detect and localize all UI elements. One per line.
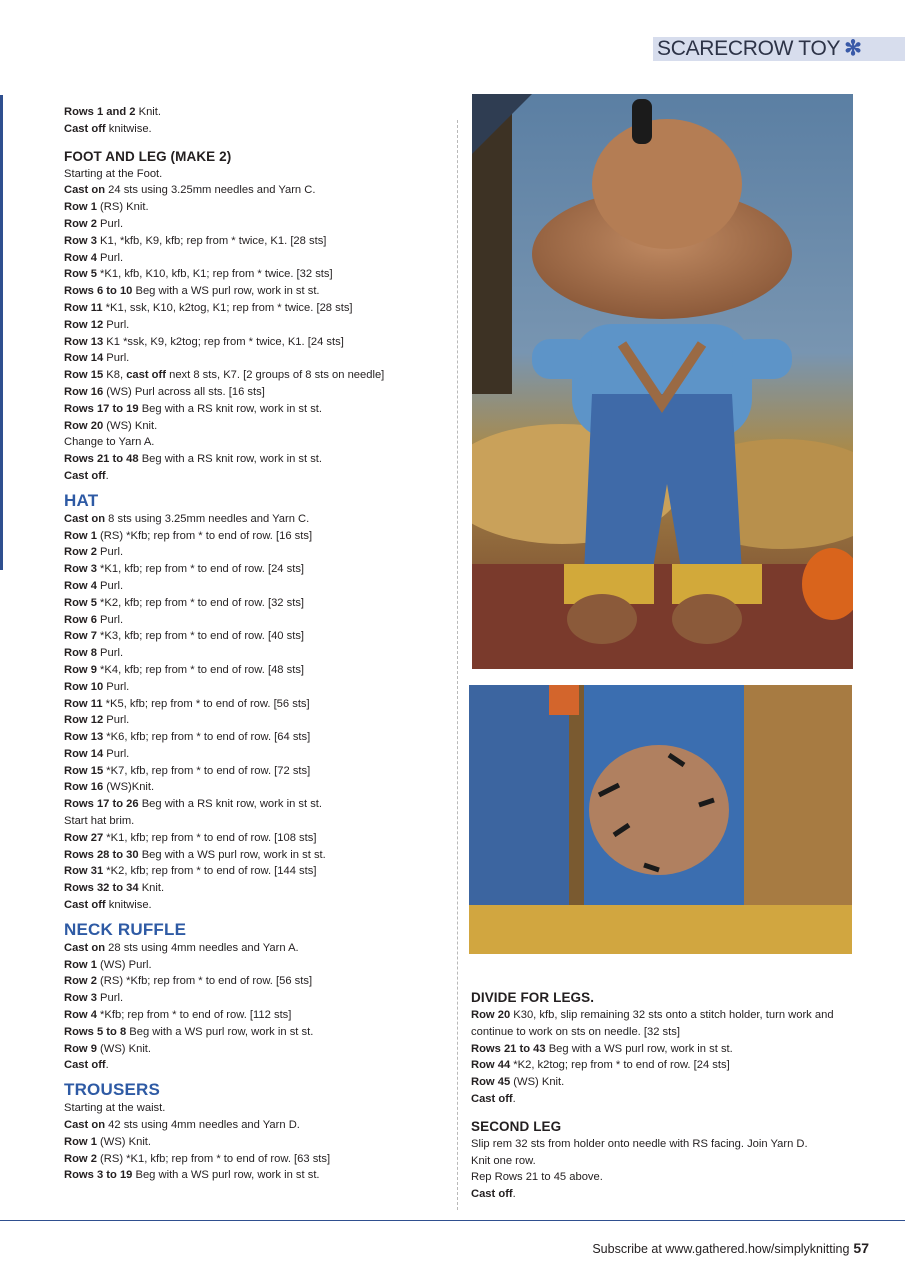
instruction-text: *K2, kfb; rep from * to end of row. [144 sts] — [103, 865, 317, 878]
instruction-label: Row 2 — [64, 975, 97, 988]
instruction-text: Starting at the Foot. — [64, 167, 163, 180]
instruction-text: K1 *ssk, K9, k2tog; rep from * twice, K1. [24 sts] — [103, 335, 344, 348]
instruction-line — [64, 216, 444, 233]
instruction-label: Row 1 — [64, 1135, 97, 1148]
instruction-text: Start hat brim. — [64, 815, 135, 828]
instruction-text: 24 sts using 3.25mm needles and Yarn C. — [105, 184, 316, 197]
instruction-label: Cast on — [64, 941, 106, 954]
instruction-line — [64, 384, 444, 401]
section-heading: HAT — [64, 490, 99, 510]
instruction-text: Slip rem 32 sts from holder onto needle with RS facing. Join Yarn D. — [471, 1137, 808, 1150]
instruction-text: (RS) Knit. — [96, 201, 149, 214]
instruction-line — [64, 544, 444, 561]
instruction-line — [64, 940, 444, 957]
instruction-label: Row 6 — [64, 613, 97, 626]
instruction-label: Cast off — [64, 122, 106, 135]
instruction-text: Beg with a WS purl row, work in st st. — [126, 1025, 314, 1038]
instruction-line — [64, 104, 444, 121]
instruction-line — [64, 334, 444, 351]
instruction-label: Cast off — [64, 899, 106, 912]
instruction-label: Cast off — [471, 1092, 513, 1105]
instruction-line — [64, 612, 444, 629]
instruction-line — [64, 830, 444, 847]
instruction-label: Rows 21 to 43 — [471, 1042, 546, 1055]
instruction-line — [471, 1074, 841, 1091]
instruction-line — [64, 662, 444, 679]
subscribe-link[interactable]: Subscribe at www.gathered.how/simplyknitting — [592, 1242, 850, 1256]
instruction-text: Beg with a WS purl row, work in st st. — [132, 285, 320, 298]
instruction-label: Row 4 — [64, 251, 97, 264]
instruction-line — [64, 283, 444, 300]
instruction-label: Row 2 — [64, 1152, 97, 1165]
instruction-line — [64, 712, 444, 729]
instruction-line — [64, 511, 444, 528]
instruction-line — [64, 847, 444, 864]
instruction-text: *K3, kfb; rep from * to end of row. [40 sts] — [96, 630, 305, 643]
instruction-line — [64, 166, 444, 183]
instruction-label: Rows 32 to 34 — [64, 882, 139, 895]
instruction-line — [64, 897, 444, 914]
instruction-label: Row 20 — [471, 1009, 511, 1021]
instruction-label: Row 9 — [64, 663, 97, 676]
instruction-text: . — [105, 469, 109, 482]
instruction-text: next 8 sts, K7. [2 groups of 8 sts on needle] — [165, 369, 385, 382]
instruction-text: *K1, kfb; rep from * to end of row. [108 sts] — [103, 831, 317, 844]
instruction-text: Beg with a WS purl row, work in st st. — [545, 1042, 733, 1055]
instruction-label: Row 45 — [471, 1076, 511, 1089]
instruction-label: Cast on — [64, 512, 106, 525]
instruction-text: *Kfb; rep from * to end of row. [112 sts] — [96, 1009, 292, 1022]
column-divider — [457, 120, 458, 1210]
instruction-label: Rows 21 to 48 — [64, 453, 139, 466]
instruction-text: Starting at the waist. — [64, 1102, 166, 1115]
instruction-line — [64, 121, 444, 138]
instruction-text: (WS) Knit. — [510, 1076, 565, 1089]
patch-closeup-photo — [469, 685, 852, 954]
instruction-line — [64, 317, 444, 334]
instruction-label: Row 5 — [64, 596, 97, 609]
instruction-label: Row 7 — [64, 630, 97, 643]
instruction-text: (WS) Purl. — [96, 958, 152, 971]
page-number: 57 — [853, 1240, 869, 1256]
instruction-line — [64, 863, 444, 880]
instruction-text: *K7, kfb, rep from * to end of row. [72 sts] — [103, 764, 311, 777]
instruction-line — [64, 266, 444, 283]
instruction-line — [64, 1057, 444, 1074]
instruction-label: Row 4 — [64, 579, 97, 592]
instruction-line — [471, 1169, 841, 1186]
instruction-text: *K6, kfb; rep from * to end of row. [64 sts] — [103, 731, 311, 744]
instruction-line — [64, 990, 444, 1007]
instruction-line — [64, 1134, 444, 1151]
instruction-label: Row 12 — [64, 318, 104, 331]
instruction-line — [64, 746, 444, 763]
instruction-label: Row 16 — [64, 385, 104, 398]
instruction-label: Row 11 — [64, 301, 103, 314]
instruction-label: Cast off — [64, 469, 106, 482]
instruction-line — [64, 578, 444, 595]
instruction-text: Purl. — [103, 714, 130, 727]
instruction-text: 8 sts using 3.25mm needles and Yarn C. — [105, 512, 310, 525]
instruction-label: Cast on — [64, 184, 106, 197]
instruction-line — [64, 645, 444, 662]
instruction-text: (WS) Purl across all sts. [16 sts] — [103, 385, 265, 398]
instruction-text: K8, — [103, 369, 127, 382]
instruction-text: Purl. — [96, 992, 124, 1005]
instruction-line — [64, 468, 444, 485]
instruction-label: Row 1 — [64, 529, 97, 542]
instruction-text: knitwise. — [105, 899, 152, 912]
instruction-text: Change to Yarn A. — [64, 436, 155, 449]
instruction-line — [471, 1041, 841, 1058]
right-instructions-column — [471, 989, 841, 1203]
instruction-line — [64, 418, 444, 435]
instruction-text: (WS) Knit. — [103, 419, 158, 432]
instruction-label: Row 10 — [64, 680, 104, 693]
instruction-line — [471, 1007, 841, 1041]
instruction-label: Row 12 — [64, 714, 104, 727]
instruction-label: Row 15 — [64, 764, 104, 777]
instruction-text: Purl. — [103, 680, 130, 693]
instruction-line — [64, 628, 444, 645]
instruction-line — [64, 779, 444, 796]
instruction-text: (WS) Knit. — [96, 1042, 152, 1055]
footer-rule — [0, 1220, 905, 1221]
instruction-line — [64, 957, 444, 974]
instruction-line — [471, 1136, 841, 1153]
instruction-label: Cast off — [471, 1188, 513, 1201]
instruction-label: Row 14 — [64, 747, 104, 760]
instruction-line — [471, 1091, 841, 1108]
instruction-text: 28 sts using 4mm needles and Yarn A. — [105, 941, 299, 954]
instruction-line — [64, 561, 444, 578]
instruction-text: *K1, kfb; rep from * to end of row. [24 sts] — [96, 563, 305, 576]
instruction-label: Rows 1 and 2 — [64, 106, 136, 118]
instruction-line — [64, 451, 444, 468]
section-heading: FOOT AND LEG (MAKE 2) — [64, 148, 232, 164]
instruction-text: *K2, k2tog; rep from * to end of row. [24 sts] — [510, 1059, 730, 1072]
instruction-line — [64, 880, 444, 897]
instruction-label: Row 8 — [64, 647, 97, 660]
instruction-label: Row 31 — [64, 865, 104, 878]
instruction-text: K30, kfb, slip remaining 32 sts onto a stitch holder, turn work and continue to work on sts on needle. [32 sts] — [471, 1009, 834, 1038]
instruction-label: Rows 3 to 19 — [64, 1169, 133, 1182]
instruction-line — [64, 729, 444, 746]
instruction-text: Purl. — [96, 613, 124, 626]
instruction-line — [64, 233, 444, 250]
instruction-text: Knit. — [138, 882, 165, 895]
instruction-text: 42 sts using 4mm needles and Yarn D. — [105, 1119, 300, 1132]
section-title: SCARECROW TOY — [657, 37, 841, 60]
instruction-label: Row 3 — [64, 563, 97, 576]
instruction-label: Row 2 — [64, 217, 97, 230]
instruction-line — [64, 434, 444, 451]
instruction-line — [471, 1186, 841, 1203]
instruction-text: Purl. — [103, 318, 130, 331]
section-heading: DIVIDE FOR LEGS. — [471, 990, 595, 1005]
instruction-line — [64, 1117, 444, 1134]
instruction-line — [64, 595, 444, 612]
instruction-line — [64, 1007, 444, 1024]
instruction-line — [64, 696, 444, 713]
instruction-label: Row 2 — [64, 546, 97, 559]
instruction-label: Row 1 — [64, 201, 97, 214]
instruction-line — [64, 199, 444, 216]
instruction-text: *K5, kfb; rep from * to end of row. [56 sts] — [102, 697, 310, 710]
instruction-text: Knit one row. — [471, 1154, 536, 1167]
instruction-text: *K1, ssk, K10, k2tog, K1; rep from * twice. [28 sts] — [102, 301, 353, 314]
instruction-label: Row 3 — [64, 992, 97, 1005]
left-instructions-column — [64, 104, 444, 1184]
instruction-label: Rows 6 to 10 — [64, 285, 133, 298]
instruction-text: *K4, kfb; rep from * to end of row. [48 sts] — [96, 663, 305, 676]
instruction-line — [64, 1041, 444, 1058]
instruction-text: *K1, kfb, K10, kfb, K1; rep from * twice. [32 sts] — [96, 268, 333, 281]
asterisk-icon: ✻ — [844, 37, 862, 60]
instruction-text: (RS) *Kfb; rep from * to end of row. [16 sts] — [96, 529, 313, 542]
instruction-text: . — [512, 1188, 516, 1201]
instruction-text: Beg with a RS knit row, work in st st. — [138, 798, 323, 811]
instruction-line — [64, 763, 444, 780]
instruction-line — [471, 1057, 841, 1074]
instruction-label: Row 13 — [64, 335, 104, 348]
instruction-label: Row 15 — [64, 369, 104, 382]
instruction-line — [64, 679, 444, 696]
instruction-label: Row 11 — [64, 697, 103, 710]
instruction-label: Row 1 — [64, 958, 97, 971]
instruction-line — [64, 367, 444, 384]
instruction-label: Rows 17 to 26 — [64, 798, 139, 811]
instruction-label: Row 16 — [64, 781, 104, 794]
instruction-line — [64, 250, 444, 267]
instruction-line — [64, 1024, 444, 1041]
instruction-label: Row 13 — [64, 731, 104, 744]
instruction-text: Beg with a RS knit row, work in st st. — [138, 402, 323, 415]
instruction-text: Purl. — [96, 546, 124, 559]
instruction-text: (WS)Knit. — [103, 781, 155, 794]
instruction-line — [64, 796, 444, 813]
instruction-text: knitwise. — [105, 122, 152, 135]
instruction-label: Rows 28 to 30 — [64, 848, 139, 861]
instruction-line — [64, 973, 444, 990]
instruction-label: Rows 5 to 8 — [64, 1025, 127, 1038]
instruction-line — [64, 1151, 444, 1168]
instruction-label: Row 14 — [64, 352, 104, 365]
instruction-line — [64, 401, 444, 418]
instruction-line — [64, 182, 444, 199]
instruction-label: Cast off — [64, 1059, 106, 1072]
section-heading: NECK RUFFLE — [64, 919, 187, 939]
instruction-text: Knit. — [135, 106, 161, 118]
instruction-label: Row 44 — [471, 1059, 511, 1072]
instruction-text: Purl. — [103, 352, 130, 365]
page-footer — [592, 1240, 869, 1256]
instruction-line — [64, 300, 444, 317]
instruction-text: Purl. — [103, 747, 130, 760]
scarecrow-back-photo — [472, 94, 853, 669]
instruction-text: Purl. — [96, 579, 124, 592]
instruction-label: Row 4 — [64, 1009, 97, 1022]
edge-color-strip — [0, 95, 3, 570]
instruction-text: (WS) Knit. — [96, 1135, 152, 1148]
instruction-line — [64, 1167, 444, 1184]
instruction-text: (RS) *Kfb; rep from * to end of row. [56 sts] — [96, 975, 313, 988]
instruction-label: Row 27 — [64, 831, 104, 844]
instruction-text: (RS) *K1, kfb; rep from * to end of row. [63 sts] — [96, 1152, 331, 1165]
instruction-text: K1, *kfb, K9, kfb; rep from * twice, K1. [28 sts] — [96, 234, 327, 247]
instruction-text: . — [512, 1092, 516, 1105]
instruction-label: Row 3 — [64, 234, 97, 247]
instruction-label: Row 20 — [64, 419, 104, 432]
instruction-label: cast off — [126, 369, 166, 382]
instruction-line — [64, 350, 444, 367]
section-heading: TROUSERS — [64, 1080, 161, 1100]
instruction-line — [64, 813, 444, 830]
instruction-label: Row 5 — [64, 268, 97, 281]
instruction-text: . — [105, 1059, 109, 1072]
instruction-label: Row 9 — [64, 1042, 97, 1055]
instruction-label: Rows 17 to 19 — [64, 402, 139, 415]
instruction-text: Beg with a WS purl row, work in st st. — [132, 1169, 320, 1182]
instruction-text: Purl. — [96, 217, 124, 230]
instruction-text: Beg with a RS knit row, work in st st. — [138, 453, 323, 466]
section-heading: SECOND LEG — [471, 1118, 562, 1134]
instruction-text: Rep Rows 21 to 45 above. — [471, 1171, 603, 1184]
instruction-text: Purl. — [96, 647, 124, 660]
instruction-text: *K2, kfb; rep from * to end of row. [32 sts] — [96, 596, 305, 609]
instruction-line — [64, 1100, 444, 1117]
section-header — [653, 37, 905, 61]
instruction-line — [471, 1153, 841, 1170]
instruction-line — [64, 528, 444, 545]
instruction-text: Purl. — [96, 251, 124, 264]
instruction-label: Cast on — [64, 1119, 106, 1132]
instruction-text: Beg with a WS purl row, work in st st. — [138, 848, 326, 861]
